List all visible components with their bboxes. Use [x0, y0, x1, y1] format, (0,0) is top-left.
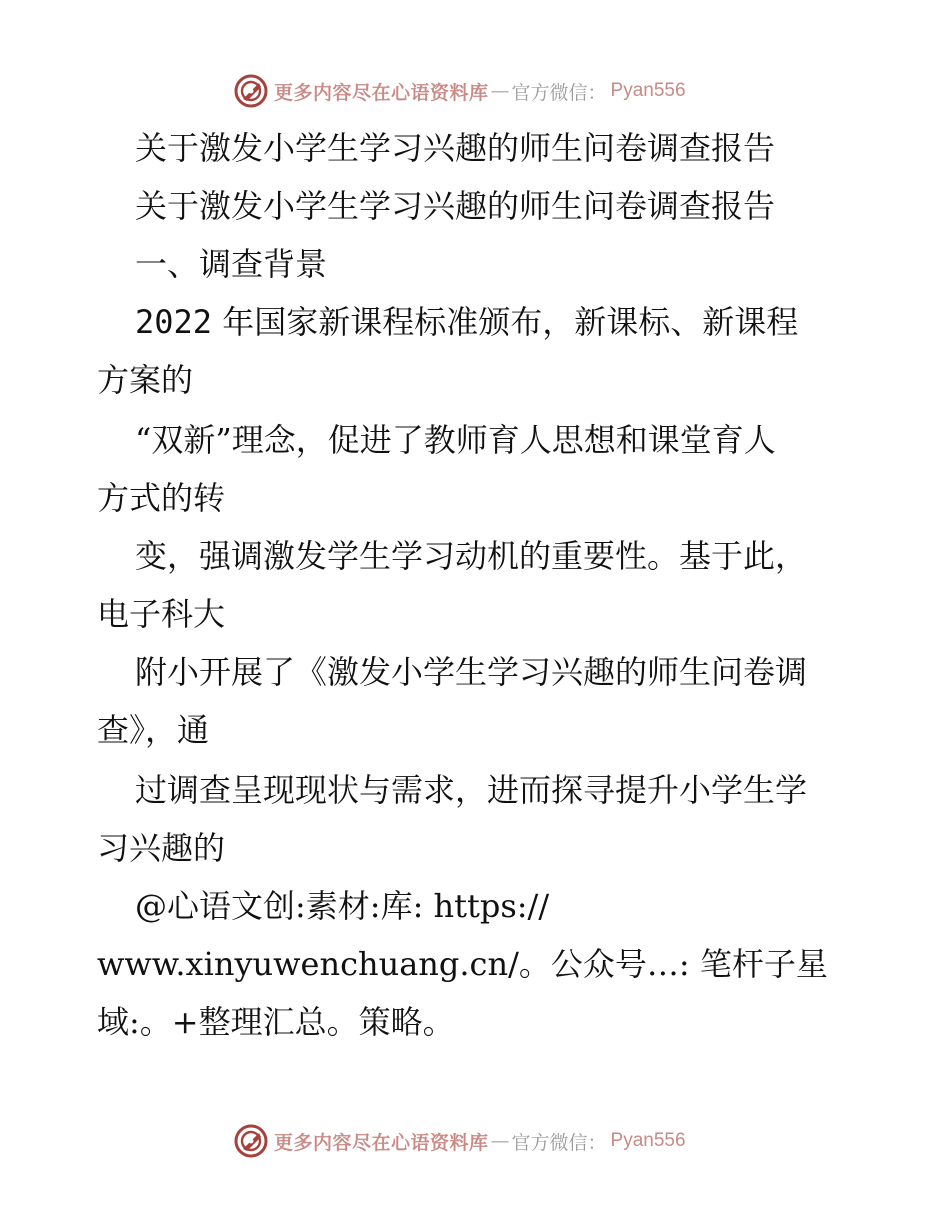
paragraph-line: 变，强调激发学生学习动机的重要性。基于此， [135, 537, 808, 575]
section-heading: 一、调查背景 [135, 245, 328, 283]
paragraph-line: 域:。+整理汇总。策略。 [97, 1003, 455, 1041]
year-text: 2022 [135, 303, 213, 341]
paragraph-line: 习兴趣的 [97, 829, 226, 867]
paragraph-line-text: 年国家新课程标准颁布，新课标、新课程 [212, 303, 799, 341]
paragraph-line: @心语文创:素材:库: https:// [135, 887, 550, 925]
document-title: 关于激发小学生学习兴趣的师生问卷调查报告 [135, 129, 776, 167]
brand-logo-icon [234, 1124, 268, 1158]
paragraph-line [135, 302, 798, 342]
document-subtitle: 关于激发小学生学习兴趣的师生问卷调查报告 [135, 187, 776, 225]
banner-main-text: 更多内容尽在心语资料库 [274, 1131, 489, 1154]
banner-dash: — [490, 80, 510, 102]
paragraph-line: 方案的 [97, 361, 194, 399]
footer-banner [234, 1122, 686, 1160]
paragraph-line: 方式的转 [97, 479, 226, 517]
banner-dash: — [490, 1130, 510, 1152]
paragraph-line: www.xinyuwenchuang.cn/。公众号…: 笔杆子星 [97, 945, 828, 983]
paragraph-line: 电子科大 [97, 595, 226, 633]
header-banner [234, 72, 686, 110]
paragraph-line: “双新”理念，促进了教师育人思想和课堂育人 [135, 421, 776, 459]
banner-wechat-id: Pyan556 [610, 1130, 686, 1151]
banner-main-text: 更多内容尽在心语资料库 [274, 81, 489, 104]
banner-sub-text: 官方微信 [511, 1131, 588, 1154]
paragraph-line: 查》，通 [97, 711, 210, 749]
banner-sub-text: 官方微信 [511, 81, 588, 104]
brand-logo-icon [234, 74, 268, 108]
banner-colon: ： [587, 81, 607, 104]
banner-colon: ： [587, 1131, 607, 1154]
paragraph-line: 附小开展了《激发小学生学习兴趣的师生问卷调 [135, 653, 808, 691]
banner-wechat-id: Pyan556 [610, 80, 686, 101]
paragraph-line: 过调查呈现现状与需求，进而探寻提升小学生学 [135, 771, 808, 809]
